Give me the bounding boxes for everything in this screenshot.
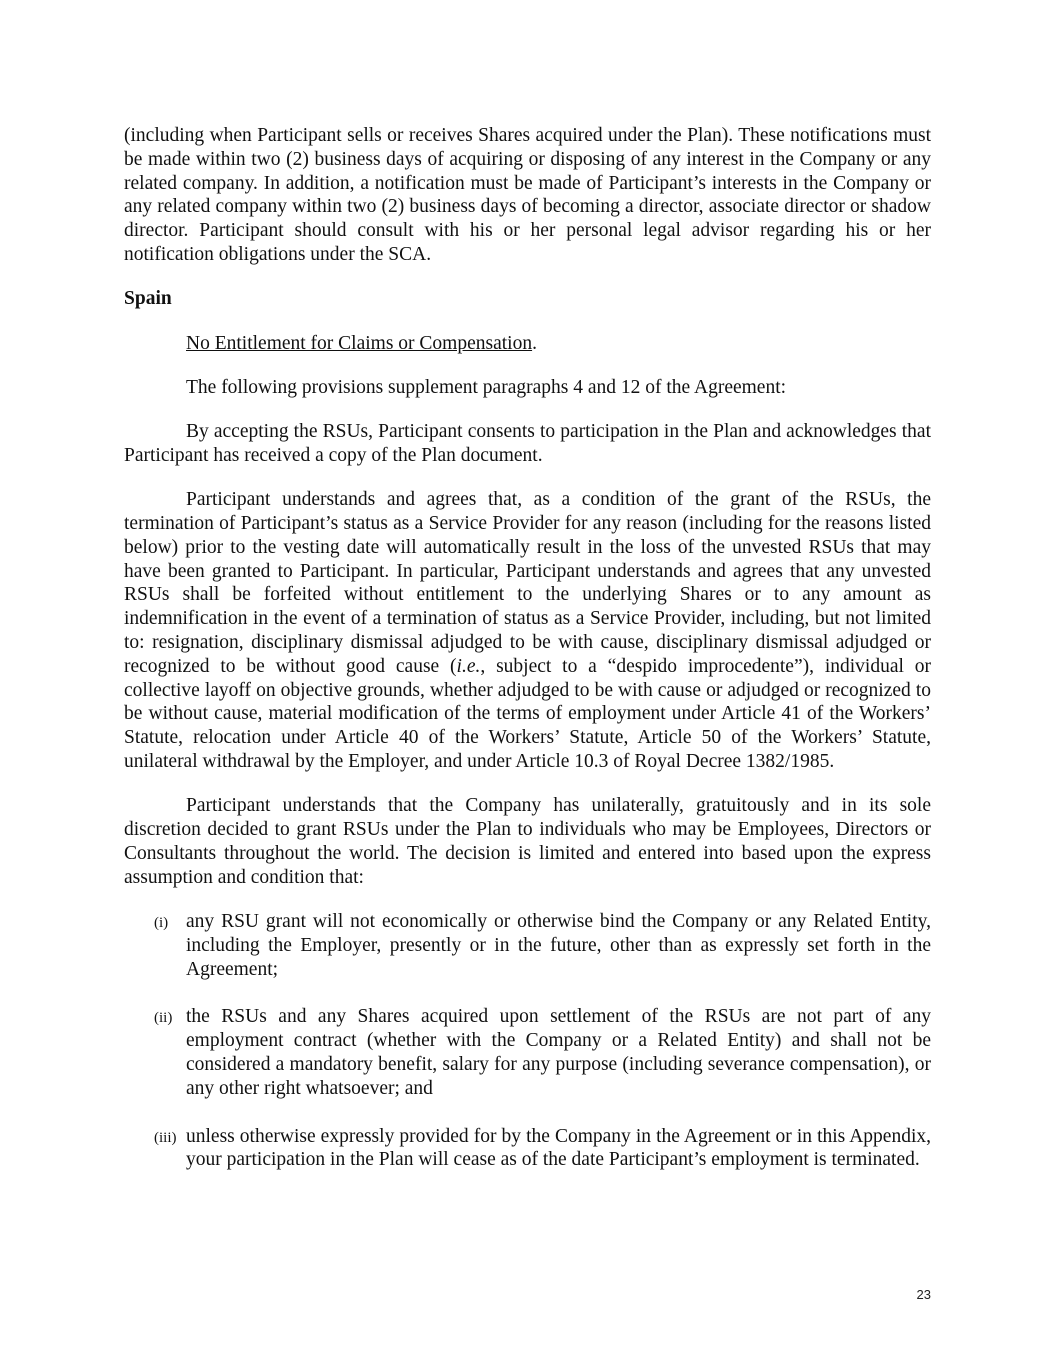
termination-text-italic: i.e. <box>456 655 481 677</box>
list-item <box>124 910 931 981</box>
subheading <box>124 332 931 356</box>
list-item <box>124 1125 931 1173</box>
list-item <box>124 1005 931 1100</box>
termination-paragraph <box>124 488 931 774</box>
list-marker: (ii) <box>154 1010 173 1027</box>
accepting-paragraph: By accepting the RSUs, Participant consents to participation in the Plan and acknowledges that Participant has received a copy of the Plan document. <box>124 421 931 466</box>
termination-text-part1: Participant understands and agrees that, as a condition of the grant of the RSUs, the termination of Participant’s status as a Service Provider for any reason (including for the reasons listed below) prior to the vesting date will automatically result in the loss of the unvested RSUs that may have been granted to Participant. In particular, Participant understands and agrees that any unvested RSUs shall be forfeited without entitlement to the underlying Shares or to any amount as indemnification in the event of a termination of status as a Service Provider, including, but not limited to: resignation, disciplinary dismissal adjudged to be with cause, disciplinary dismissal adjudged or recognized to be without good cause ( <box>124 489 931 677</box>
list-marker: (iii) <box>154 1129 177 1146</box>
subheading-title: No Entitlement for Claims or Compensation <box>186 332 533 354</box>
list-item-text: the RSUs and any Shares acquired upon settlement of the RSUs are not part of any employment contract (whether with the Company or a Related Entity) and shall not be considered a mandatory benefit, salary for any purpose (including severance compensation), or any other right whatsoever; and <box>186 1006 931 1099</box>
intro-paragraph: (including when Participant sells or receives Shares acquired under the Plan). These notifications must be made within two (2) business days of acquiring or disposing of any interest in the Company or any related company. In addition, a notification must be made of Participant’s interests in the Company or any related company within two (2) business days of becoming a director, associate director or shadow director. Participant should consult with his or her personal legal advisor regarding his or her notification obligations under the SCA. <box>124 125 931 265</box>
discretion-paragraph: Participant understands that the Company has unilaterally, gratuitously and in its sole discretion decided to grant RSUs under the Plan to individuals who may be Employees, Directors or Consultants throughout the world. The decision is limited and entered into based upon the express assumption and condition that: <box>124 795 931 888</box>
list-item-text: any RSU grant will not economically or otherwise bind the Company or any Related Entity, including the Employer, presently or in the future, other than as expressly set forth in the Agreement; <box>186 911 931 980</box>
page-number: 23 <box>916 1287 931 1302</box>
supplement-paragraph: The following provisions supplement paragraphs 4 and 12 of the Agreement: <box>186 376 787 398</box>
document-page <box>124 124 931 1196</box>
section-heading-spain: Spain <box>124 288 172 310</box>
list-item-text: unless otherwise expressly provided for by the Company in the Agreement or in this Appendix, your participation in the Plan will cease as of the date Participant’s employment is terminated. <box>186 1125 931 1171</box>
subheading-period: . <box>532 332 537 354</box>
termination-text-part2: , subject to a “despido improcedente”), individual or collective layoff on objective grounds, whether adjudged to be with cause or adjudged or recognized to be without cause, material modification of the terms of employment under Article 41 of the Workers’ Statute, relocation under Article 40 of the Workers’ Statute, Article 50 of the Workers’ Statute, unilateral withdrawal by the Employer, and under Article 10.3 of Royal Decree 1382/1985. <box>124 655 931 773</box>
list-marker: (i) <box>154 915 169 932</box>
